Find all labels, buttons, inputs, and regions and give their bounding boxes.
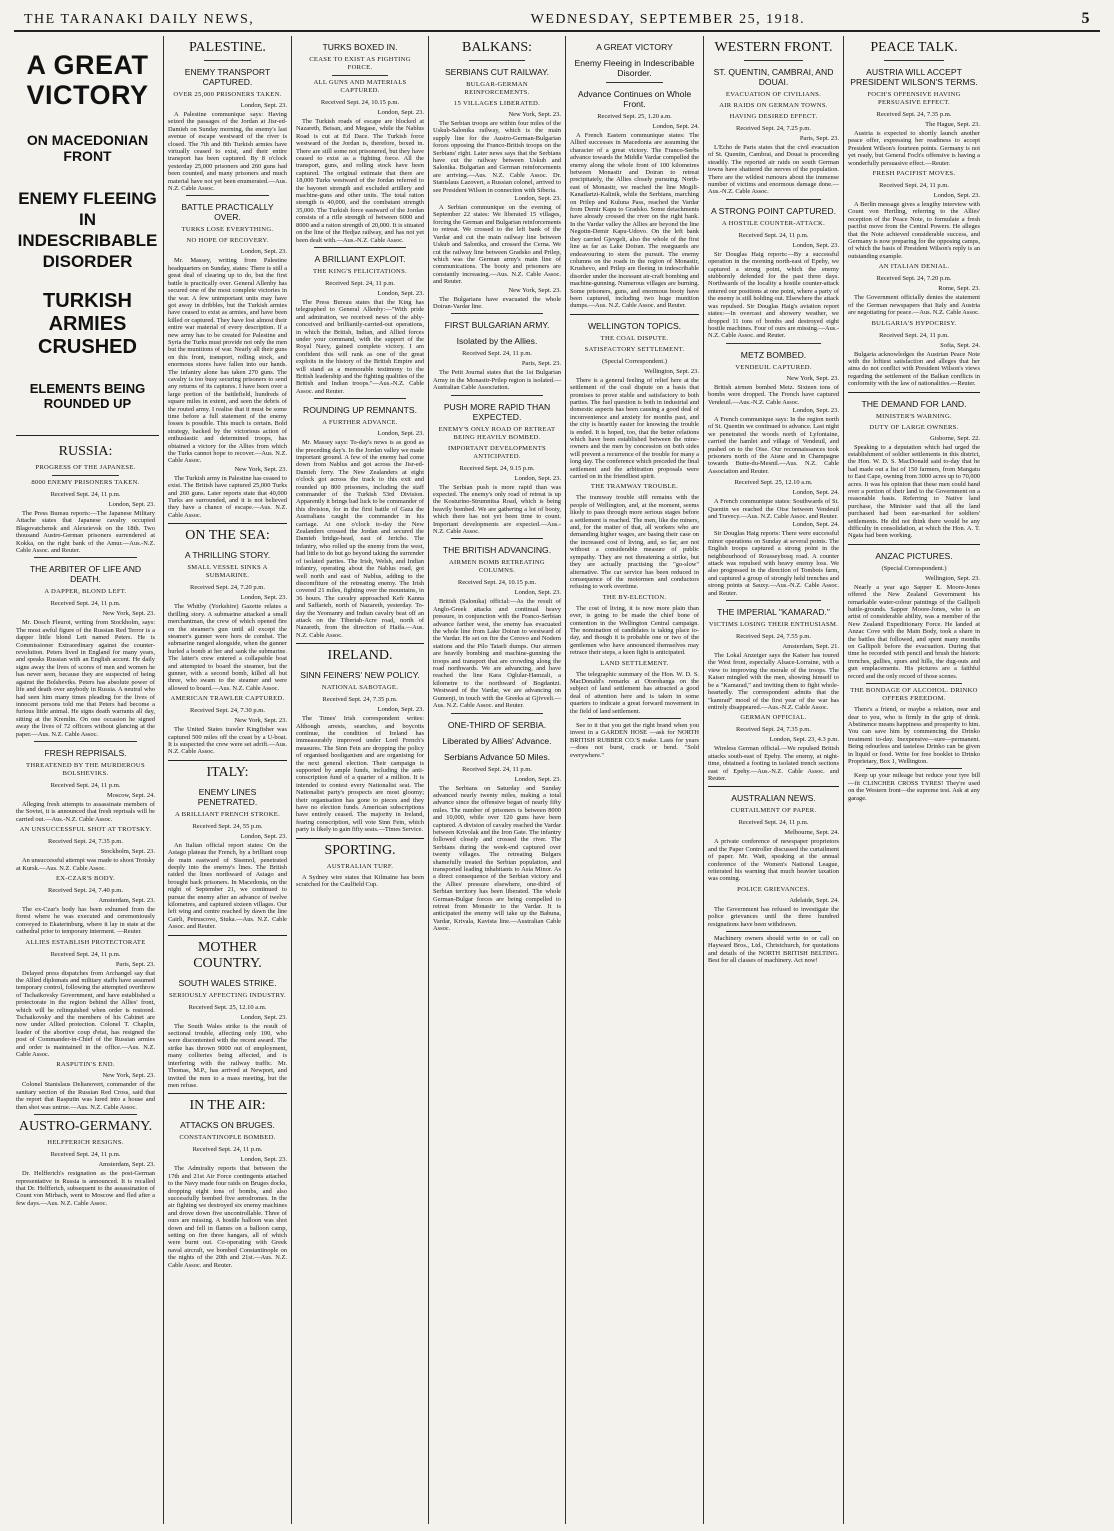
correspondent: (Special Correspondent.)	[881, 564, 947, 572]
heading-battle-over: BATTLE PRACTICALLY OVER.	[181, 202, 274, 223]
article-text: Speaking to a deputation which had urged the establishment of soldier settlements in this district, the Hon. W. D. S. MacDonald said to-day that he had made out a list of 150 farmers, from Mangatu to East Cape, owning from 3000 acres up to 70,000 acres. It was his opinion that these men could hand over a portion of their land to the Government on a reasonable basis. Referring to Native land purchase, the Minister said that all the land purchased had been ear-marked for soldiers' settlements. He did not think there would be any difficulty in consolidation, at which the Hon. A. T. Ngata had been working.	[848, 443, 980, 540]
received-time: Received Sept. 24, 11 p.m.	[50, 1151, 121, 1159]
received-time: Received Sept. 24, 11 p.m.	[738, 231, 809, 239]
article-text: The ex-Czar's body has been exhumed from the forest where he was executed and ceremoniously conveyed to Ekaterinburg, where it lay in state at the cathedral prior to temporary interment. —Reuter.	[16, 905, 155, 936]
column-7	[844, 36, 984, 1524]
advertisement-drinko: There's a friend, or maybe a relation, near and dear to you, who is firmly in the grip of drink. Abstinence means happiness and prosperity to him. You can save him by commencing the Drinko treatment to-day. Inexpensive—sure—permanent. Being odourless and tasteless Drinko can be given in liquid or food. Write for free booklet to Drinko Proprietary, Box 1, Wellington.	[848, 706, 980, 765]
subhead-villages: 15 VILLAGES LIBERATED.	[453, 100, 541, 107]
banner-enemy-fleeing: ENEMY FLEEING IN INDESCRIBABLE DISORDER	[17, 189, 158, 271]
received-time: Received Sept. 24, 7.20 p.m.	[876, 275, 952, 283]
advertisement-tyres: Keep up your mileage but reduce your tyre bill—fit CLINCHER CROSS TYRES! They're used on the Western front—the supreme test. Ask at any garage.	[848, 772, 980, 802]
heading-turks-boxed: TURKS BOXED IN.	[322, 42, 398, 52]
subhead-settlement: SATISFACTORY SETTLEMENT.	[584, 345, 685, 353]
subhead-kings-felicitations: THE KING'S FELICITATIONS.	[312, 267, 408, 275]
heading-kamarad: THE IMPERIAL "KAMARAD."	[717, 607, 830, 618]
subhead-prisoners: 8000 ENEMY PRISONERS TAKEN.	[31, 479, 140, 486]
article-text: The Serbian troops are within four miles of the Uskub-Salonika railway, which is the main supply line for the Austro-German-Bulgarian forces opposing the Franco-British troops on the Serbians' right. Later news says that the Serbians have cut the railway between Uskub and Salonika. Bulgarian and German reinforcements are arriving.—Aus. N.Z. Cable Assoc. Dr. Stanislaus Lazovert, a Russian colonel, arrived to see President Wilson in connection with Siberia.	[433, 120, 561, 194]
subhead-wales-strike: SOUTH WALES STRIKE.	[178, 977, 277, 988]
received-time: Received Sept. 24, 11 p.m.	[879, 331, 949, 339]
subhead-french-stroke: A BRILLIANT FRENCH STROKE.	[174, 810, 281, 818]
article-text: The Serbians on Saturday and Sunday advanced nearly twenty miles, making a total advance since the offensive began of nearly fifty miles. The number of prisoners is between 8000 and 10,000, while over 120 guns have been captured. A division of cavalry reached the Vardar between Krivolak and the Iron Gate. The infantry followed closely and crossed the river. The Serbians during the week-end captured over twenty villages. The retreating Bulgars shamefully treated the Serbian population, and transported leading inhabitants to Asia Minor. As a direct consequence of the Serbian victory and the Allies' pressure elsewhere, one-third of Serbian territory has been liberated. The whole German-Bulgar forces are being compelled to retreat from Monastir to the Vardar. It is anticipated the enemy will take up the Babuna, Vardar, Krivala, Kavista line.—Australian Cable Assoc.	[433, 784, 561, 933]
subhead-industry: SERIOUSLY AFFECTING INDUSTRY.	[168, 991, 287, 999]
article-text: Mr. Massey, writing from Palestine headquarters on Sunday, states: There is still a great deal of clearing up to do, but the first battle is practically over. General Allenby has secured one of the most complete victories in the war. A few unimportant units may have got away in dribbles, but the Turkish armies have ceased to exist as armies, and have been killed or captured. They have lost almost their entire war material of every description. If a new army has to be created for Palestine and Syria the Turks must provide not only the men but the munitions of war. Nearly all their guns on this front, transport, rolling stock, and enormous stores have fallen into our hands. The infantry alone has taken 270 guns. The cavalry is too busy securing prisoners to send any returns of its captures. I have been over a large portion of the battlefield, hundreds of square miles in extent, and seen the debris of the routed army. I realise that it must be some time before a full statement of the enemy losses is possible. This much is certain. Bold strategy, backed by the victorious action of enthusiastic and determined troops, has obtained a victory for the Allies from which the Turks cannot hope to recover.—Aus. N.Z. Cable Assoc.	[168, 257, 287, 465]
lower-section	[16, 440, 159, 1208]
heading-protectorate: ALLIES ESTABLISH PROTECTORATE	[25, 938, 146, 946]
divider	[726, 931, 821, 932]
subhead-bruges: ATTACKS ON BRUGES.	[180, 1120, 275, 1131]
heading-balkans: BALKANS:	[461, 40, 532, 55]
subhead-transport: ENEMY TRANSPORT CAPTURED.	[184, 67, 271, 87]
article-text: The Turkish army in Palestine has ceased to exist. The British have captured 25,000 Turks and 260 guns. Later reports state that 40,000 Turks are surrounded, and it is not believed they have a chance of escape.—Aus. N.Z. Cable Assoc.	[168, 474, 287, 519]
masthead-title: THE TARANAKI DAILY NEWS,	[24, 12, 255, 27]
heading-in-the-air: IN THE AIR:	[189, 1098, 266, 1114]
article-text: Sir Douglas Haig reports: There were successful minor operations on Sunday at several points. The English troops captured a strong point in the neighbourhood of Rousseybosq road. A counter attack was repulsed with heavy enemy loss. We also progressed in the direction of Tombois farm, and captured a group of strongly held trenches and strong points at Sauxy.—Aus.-N.Z. Cable Assoc. and Reuter.	[708, 530, 839, 597]
article-text: A Serbian communique on the evening of September 22 states: We liberated 15 villages, forcing the German and Bulgarian reinforcements to retreat. We crossed to the left bank of the Vardar and cut the main railway line between Uskub and Salonika, and crossed the Cerna. We cut the railway line between Gradsko and Prilep, which was the German army's main line of communications. The booty and prisoners are constantly increasing.—Aus. N.Z. Cable Assoc. and Reuter.	[433, 204, 561, 286]
heading-sporting: SPORTING.	[324, 842, 396, 858]
heading-fresh-reprisals: FRESH REPRISALS.	[44, 747, 127, 758]
article-text: An Italian official report states: On the Asiago plateau the French, by a brilliant coup de main eastward of Sisemol, penetrated deeply into the enemy's lines. The British raided the lines northward of Asiago and brought back prisoners. In Macedonia, on the night of September 21, we continued to pursue the enemy after an advance of twelve kilometres, and captured sixteen villages. Our left wing and centre reached by dawn the line Cairli, Petruscovo, Stuka.—Aus. N.Z. Cable Assoc. and Reuter.	[168, 841, 287, 931]
subhead-victims: VICTIMS LOSING THEIR ENTHUSIASM.	[708, 621, 839, 629]
divider	[726, 343, 821, 344]
article-text: Mr. Dosch Fleurot, writing from Stockholm, says: The most awful figure of the Russian Red Terror is a dapper little blond Lett named Peters. He is Commissioner Extraordinary against the counter-revolution. Peters lived in England for many years, and speaks Russian with an English accent. He daily signs away the lives of scores of men and women he has never seen, because they are suspected of being against the Bolsheviks. Peters has absolute power of life and death over anybody in Russia. A neutral who had seen him many times pleading for the lives of innocent persons told me that Peters had become a furious little animal. He signs death warrants all day, sitting at the Kremlin. On one occasion he signed away the lives of 72 officers without glancing at the paper.—Aus. N.Z. Cable Assoc.	[16, 619, 155, 738]
heading-anzac-pictures: ANZAC PICTURES.	[875, 550, 953, 561]
article-text: The tramway trouble still remains with the people of Wellington, and, at the moment, seems likely to pass through more serious stages before a settlement is reached. The men, like the miners, and, for the matter of that, all workers who are demanding higher wages, are basing their case on the increased cost of living, and, so far, are not without a considerable measure of public sympathy. They are not threatening a strike, but they are actually practising the "go-slow" alternative. The car service has been reduced in consequence of the motormen and conductors refusing to work overtime.	[570, 494, 699, 591]
divider	[606, 82, 663, 83]
subhead-isolated: Isolated by the Allies.	[456, 336, 538, 347]
dateline: Stockholm, Sept. 23.	[100, 848, 155, 856]
dateline: New York, Sept. 23.	[234, 717, 287, 725]
subhead-constantinople: CONSTANTINOPLE BOMBED.	[179, 1134, 276, 1142]
divider	[708, 786, 839, 787]
article-text: The Lokal Anzeiger says the Kaiser has toured the West front, especially Alsace-Lorraine, with a view to improving the morale of the troops. The Kaiser mingled with the men, showing himself to be a "Kamarad," and inviting them to fight whole-heartedly. The correspondent admits that the "kamrad" mood of the first year of the war has entirely disappeared.—Aus.-N.Z. Cable Assoc.	[708, 652, 839, 711]
dateline: London, Sept. 23.	[514, 195, 561, 203]
divider	[726, 199, 821, 200]
heading-british-advancing: THE BRITISH ADVANCING.	[442, 545, 552, 556]
article-text: Nearly a year ago Sapper E. Moore-Jones offered the New Zealand Government his remarkable water-colour paintings of the Gallipoli battle-grounds. Sapper Moore-Jones, who is an artist of considerable ability, was a member of the New Zealand Expeditionary Force. He landed at Anzac Cove with the Main Body, took a share in the battles that followed, and spent many months on Gallipoli before the evacuation. During that time he recorded with pencil and brush the historic trenches, gullies, spurs and hills, the dug-outs and gun emplacements. His pictures are a faithful record and the only record of those scenes.	[848, 583, 980, 680]
divider	[52, 475, 119, 476]
dateline: London, Sept. 24.	[792, 521, 839, 529]
heading-great-victory: A GREAT VICTORY	[596, 42, 673, 52]
dateline: New York, Sept. 23.	[508, 111, 561, 118]
article-text: The Press Bureau states that the King has telegraphed to General Allenby:—"With pride and admiration, we received news of the ably-conceived and brilliantly-carried-out operations, in which the British, Indian, and Allied forces under your command, with the support of the Royal Navy, gained complete victory. I am confident this will rank as one of the great exploits in the history of the British Empire and will stand as a memorable testimony to the British leadership and the fighting qualities of the British and Indian troops."—Aus.-N.Z. Cable Assoc. and Reuter.	[296, 298, 424, 395]
received-time: Received Sept. 24, 11 p.m.	[192, 1146, 263, 1154]
divider	[451, 538, 543, 539]
heading-ex-czar: EX-CZAR'S BODY.	[55, 874, 116, 882]
article-text: There is a general feeling of relief here at the settlement of the coal dispute on a basis that promises to prove stable and satisfactory to both parties. The fuel question is both in industrial and domestic aspects has been causing a good deal of inconvenience and anxiety for months past, and the city is heartily easier for knowing the trouble is ended. It is hoped, too, that the better relations which have been established between the mine-owners and the men by concession on both sides will prevent a recurrence of the trouble for many a long day. The conference which preceded the final settlement and the arbitration proposals were carried on in the friendliest spirit.	[570, 376, 699, 481]
received-time: Received Sept. 24, 11 p.m.	[50, 600, 121, 608]
received-time: Received Sept. 24, 9.15 p.m.	[459, 464, 535, 472]
heading-australian-news: AUSTRALIAN NEWS.	[731, 793, 816, 804]
heading-shot-trotsky: AN UNSUCCESSFUL SHOT AT TROTSKY.	[19, 826, 152, 834]
dateline: New York, Sept. 23.	[102, 610, 155, 618]
dateline: London, Sept. 23.	[240, 1013, 287, 1021]
newspaper-columns	[14, 36, 1100, 1524]
dateline: London, Sept. 23, 4.3 p.m.	[769, 736, 839, 744]
dateline: London, Sept. 23.	[377, 706, 424, 714]
dateline: Paris, Sept. 23.	[799, 135, 839, 142]
heading-arbiter: THE ARBITER OF LIFE AND DEATH.	[29, 564, 142, 585]
subhead-air-raids: AIR RAIDS ON GERMAN TOWNS.	[719, 102, 828, 109]
banner-turkish-armies: TURKISH ARMIES CRUSHED	[38, 290, 137, 358]
article-text: The cost of living, it is now more plain than ever, is going to be made the chief bone of contention in the Wellington Central campaign. The nomination of candidates is taking place to-day, and though it is probable one or two of the gentlemen who have announced themselves may retrace their steps, a keen fight is anticipated.	[570, 604, 699, 657]
subhead-fifty-miles: Serbians Advance 50 Miles.	[443, 751, 551, 762]
received-time: Received Sept. 24, 7.35 p.m.	[876, 111, 952, 118]
received-time: Received Sept. 25, 12.10 a.m.	[734, 479, 813, 487]
subhead-reinforcements: BULGAR-GERMAN REINFORCEMENTS.	[464, 81, 530, 96]
article-text: A private conference of newspaper proprietors and the Paper Controller discussed the curtailment of paper. Mr. Watt, speaking at the annual conference of the Women's National League, reiterated his warning that much heavier taxation was coming.	[708, 838, 839, 883]
dateline: Gisborne, Sept. 22.	[929, 434, 980, 442]
subhead-desired-effect: HAVING DESIRED EFFECT.	[729, 113, 818, 120]
heading-peace-talk: PEACE TALK.	[870, 40, 958, 55]
heading-brilliant-exploit: A BRILLIANT EXPLOIT.	[314, 253, 406, 264]
article-text: The United States trawler Kingfisher was captured 500 miles off the coast by a U-boat. It is suspected the crew were set adrift.—Aus. N.Z. Cable Assoc.	[168, 726, 287, 756]
advertisement-belting: Machinery owners should write to or call on Hayward Bros., Ltd., Christchurch, for quotations and details of the NORTH BRITISH BELTING. Best for all classes of machinery. Act now!	[708, 935, 839, 965]
article-text: A French Eastern communique states: The Allied successes in Macedonia are assuming the character of a great victory. The Franco-Serbs advance towards the Middle Vardar compelled the enemy along the whole front of 100 kilometres between Monastir and Doiran to retreat precipitately, the Allies closely pursuing. North-east of Monastir, we reached the line Mogili-Kanatlartzi-Kalinik, while the Serbians, marching on Prilep and Kuluna Pass, reached the Vardar from Demir Kapu to Gradsko. Some detachments have already crossed the river on the right bank. In the Vardar valley the Allies are beyond the line Negotin-Demir Kapu-Udovo. On the left bank they carried Gjevgeli, also the whole of the first line as far as Lake Doiran. The rearguards are endeavouring to stem the pursuit. The enemy columns on the roads in the region of Monastir, Krushevo, and Prilep are fleeing in indescribable disorder under the incessant air-craft bombing and machine-gunning. Numerous villages are burning. Some prisoners, guns, and enormous booty have been captured, including two huge munition dumps.—Aus. N.Z. Cable Assoc. and Reuter.	[570, 132, 699, 310]
dateline: London, Sept. 24.	[652, 123, 699, 130]
subhead-airmen-bomb: AIRMEN BOMB RETREATING COLUMNS.	[449, 559, 545, 575]
dateline: Amsterdam, Sept. 21.	[782, 643, 839, 651]
article-text: The Admiralty reports that between the 17th and 21st Air Force contingents attached to the Navy made four raids on Bruges docks, dropping eight tons of bombs, and also successfully bombed five aerodromes. In the air fighting we destroyed six enemy machines and drove down five uncontrollable. Three of ours are missing. A hostile balloon was shot down and fell in flames on a balloon camp, setting on fire three hangars, all of which were burnt out. Co-operating with Greek naval aircraft, we bombed Constantinople on the nights of the 20th and 21st.—Aus. N.Z. Cable Assoc. and Reuter.	[168, 1165, 287, 1269]
received-time: Received Sept. 24, 7.20 p.m.	[190, 584, 265, 592]
dateline: London, Sept. 23.	[240, 594, 287, 602]
dateline: London, Sept. 23.	[514, 474, 561, 482]
article-text: Dr. Helfferich's resignation as the post-German representative in Russia is announced. It is recalled that Dr. Helfferich, subsequent to the assassination of Count von Mirbach, went to Moscow and fled after a few days.—Aus. N.Z. Cable Assoc.	[16, 1170, 155, 1207]
divider	[204, 60, 251, 61]
subhead-large-owners: DUTY OF LARGE OWNERS.	[869, 423, 959, 431]
divider	[34, 741, 137, 742]
divider	[866, 683, 962, 684]
subhead-submarine: SMALL VESSEL SINKS A SUBMARINE.	[187, 564, 268, 580]
subhead-german-official: GERMAN OFFICIAL.	[740, 714, 807, 722]
page-number: 5	[1081, 10, 1090, 27]
article-text: Bulgaria acknowledges the Austrian Peace Note with the loftiest satisfaction and alleges that her aims do not conflict with President Wilson's views regarding the settlement of the Balkan conflicts in conformity with the law of nationalities.—Reuter.	[848, 350, 980, 388]
article-text: Sir Douglas Haig reports:—By a successful operation in the morning north-east of Epehy, we captured a strong point, which the enemy stubbornly defended for the past three days. Northwards of the locality a hostile counter-attack entered our positions at one point, where a party of the enemy is still holding out. Elsewhere the attack was repulsed. Sir Douglas Haig's aviation report states:—In overcast and showery weather, we dropped 11 tons of bombs and destroyed eight hostile machines. Four of ours are missing.—Aus.-N.Z. Cable Assoc. and Reuter.	[708, 250, 839, 340]
received-time: Received Sept. 25, 1.20 a.m.	[597, 113, 672, 120]
subhead-by-election: THE BY-ELECTION.	[602, 593, 667, 601]
subhead-warning: MINISTER'S WARNING.	[875, 412, 952, 420]
heading-metz-bombed: METZ BOMBED.	[740, 349, 807, 360]
subhead-turks-lose: TURKS LOSE EVERYTHING.	[181, 226, 274, 234]
received-time: Received Sept. 24, 7.25 p.m.	[736, 125, 811, 132]
subhead-australian-turf: AUSTRALIAN TURF.	[326, 862, 394, 870]
subhead-tramway: THE TRAMWAY TROUBLE.	[590, 483, 679, 491]
divider	[570, 314, 699, 315]
correspondent: (Special Correspondent.)	[602, 357, 667, 365]
sub-column-russia	[16, 440, 159, 1208]
dateline: Amsterdam, Sept. 23.	[98, 1161, 155, 1169]
subhead-police: POLICE GRIEVANCES.	[737, 885, 810, 893]
heading-bondage: THE BONDAGE OF ALCOHOL. DRINKO OFFERS FREEDOM.	[850, 687, 978, 703]
dateline: Wellington, Sept. 23.	[644, 367, 699, 375]
dateline: Amsterdam, Sept. 23.	[98, 896, 155, 904]
article-text: Alleging fresh attempts to assassinate members of the Soviet, it is announced that fresh reprisals will be carried out.—Aus.-N.Z. Cable Assoc.	[16, 800, 155, 823]
dateline: New York, Sept. 23.	[508, 286, 561, 294]
divider	[451, 395, 543, 396]
dateline: New York, Sept. 23.	[234, 465, 287, 473]
article-text: The Bulgarians have evacuated the whole Doiran-Vardar line.	[433, 295, 561, 310]
article-text: The South Wales strike is the result of sectional trouble, affecting only 100, who were discontented with the recent award. The strike has thrown 9000 out of employment, many collieries being affected, and is interfering with the railway traffic. Mr. Thomas, M.P., has arrived at Newport, and invited the men to a mass meeting, but the men refuse.	[168, 1022, 287, 1089]
article-text: The Government has refused to investigate the police grievances until the three hundred resignations have been withdrawn.	[708, 905, 839, 928]
heading-rounding-up: ROUNDING UP REMNANTS.	[303, 405, 417, 416]
divider	[726, 600, 821, 601]
subhead-land-settlement: LAND SETTLEMENT.	[600, 659, 669, 667]
heading-one-third-serbia: ONE-THIRD OF SERBIA.	[447, 719, 547, 730]
subhead-developments: IMPORTANT DEVELOPMENTS ANTICIPATED.	[447, 444, 547, 460]
subhead-prisoners: OVER 25,000 PRISONERS TAKEN.	[173, 91, 282, 98]
dateline: Wellington, Sept. 23.	[925, 574, 980, 582]
subhead-foch: FOCH'S OFFENSIVE HAVING PERSUASIVE EFFECT.	[867, 91, 961, 106]
banner-great-victory: A GREAT VICTORY	[26, 50, 149, 110]
article-text: The Whitby (Yorkshire) Gazette relates a thrilling story. A submarine attacked a small merchantman, the crew of which opened fire on the steamer's gun until all except the steamer's gunner were hors de combat. The submarine ranged alongside, when the gunner hurled a bomb at her and sank the submarine. The latter's crew entered a collapsible boat and attempted to board the steamer, but the gunner, with a second bomb, killed all but three, who swam to the steamer and were allowed to board.—Aus. N.Z. Cable Assoc.	[168, 603, 287, 692]
heading-demand-land: THE DEMAND FOR LAND.	[861, 398, 967, 409]
article-text: A Palestine communique says: Having seized the passages of the Jordan at Jisr-ed-Damieh on Sunday morning, the enemy's last avenue of escape westward of the river is closed. The 7th and 8th Turkish armies have virtually ceased to exist, and their entire transport has been captured. By 8 o'clock yesterday 25,000 prisoners and 260 guns had been counted, and many prisoners and much material have not yet been enumerated.—Aus. N.Z. Cable Assoc.	[168, 111, 287, 193]
dateline: London, Sept. 23.	[377, 109, 424, 116]
divider	[451, 713, 543, 714]
divider	[451, 313, 543, 314]
subhead-blond-lett: A DAPPER, BLOND LEFT.	[44, 588, 127, 596]
received-time: Received Sept. 24, 11 p.m.	[50, 491, 121, 498]
received-time: Received Sept. 24, 10.15 p.m.	[457, 579, 537, 587]
received-time: Received Sept. 24, 11 p.m.	[50, 950, 121, 958]
masthead	[14, 6, 1100, 32]
dateline: Rome, Sept. 23.	[938, 285, 980, 293]
dateline: Adelaide, Sept. 24.	[789, 896, 839, 904]
received-time: Received Sept. 24, 7.35 p.m.	[322, 696, 398, 704]
subhead-indescribable: Enemy Fleeing in Indescribable Disorder.	[574, 58, 695, 78]
divider	[314, 247, 406, 248]
dateline: London, Sept. 23.	[792, 406, 839, 414]
dateline: Paris, Sept. 23.	[115, 960, 155, 968]
subhead-austria-accept: AUSTRIA WILL ACCEPT PRESIDENT WILSON'S TERMS.	[850, 67, 978, 87]
subhead-evacuation: EVACUATION OF CIVILIANS.	[725, 91, 822, 98]
received-time: Received Sept. 24, 7.35 p.m.	[48, 838, 123, 846]
dateline: The Hague, Sept. 23.	[925, 121, 980, 128]
divider	[588, 718, 681, 719]
article-text: British airmen bombed Metz. Sixteen tons of bombs were dropped. The French have captured Vendeuil.—Aus.-N.Z. Cable Assoc.	[708, 383, 839, 406]
dateline: Melbourne, Sept. 24.	[784, 829, 839, 837]
heading-wellington-topics: WELLINGTON TOPICS.	[587, 320, 682, 331]
heading-italy: ITALY:	[206, 764, 249, 780]
dateline: New York, Sept. 23.	[786, 374, 839, 382]
subhead-bolsheviks: THREATENED BY THE MURDEROUS BOLSHEVIKS.	[26, 761, 145, 777]
received-time: Received Sept. 24, 11 p.m.	[50, 781, 121, 789]
article-text: The Government officially denies the statement of the German newspapers that Italy and Austria are negotiating for peace.—Aus. N.Z. Cable Assoc.	[848, 294, 980, 317]
subhead-counter-attack: A HOSTILE COUNTER-ATTACK.	[721, 219, 826, 227]
banner-elements-rounded-up: ELEMENTS BEING ROUNDED UP	[29, 381, 146, 411]
article-text: An unsuccessful attempt was made to shoot Trotsky at Kursk.—Aus. N.Z. Cable Assoc.	[16, 857, 155, 872]
received-time: Received Sept. 24, 11 p.m.	[325, 279, 395, 287]
heading-ireland: IRELAND.	[327, 648, 393, 664]
heading-austro-germany: AUSTRO-GERMANY.	[18, 1119, 153, 1135]
received-time: Received Sept. 24, 11 p.m.	[879, 182, 949, 190]
heading-trawler: AMERICAN TRAWLER CAPTURED.	[170, 695, 285, 703]
divider	[314, 398, 406, 399]
divider	[168, 523, 287, 524]
column-6	[704, 36, 844, 1524]
heading-palestine: PALESTINE.	[189, 40, 266, 55]
subhead-liberated: Liberated by Allies' Advance.	[442, 735, 552, 746]
divider	[168, 935, 287, 936]
divider	[34, 557, 137, 558]
dateline: London, Sept. 23.	[792, 241, 839, 249]
dateline: London, Sept. 23.	[377, 289, 424, 297]
dateline: London, Sept. 23.	[240, 248, 287, 256]
dateline: London, Sept. 24.	[792, 489, 839, 497]
column-5	[566, 36, 704, 1524]
divider	[168, 760, 287, 761]
dateline: Sofia, Sept. 24.	[940, 341, 980, 349]
article-text: The Petit Journal states that the 1st Bulgarian Army in the Monastir-Prilep region is isolated.—Australian Cable Association.	[433, 369, 561, 392]
received-time: Received Sept. 24, 7.55 p.m.	[736, 633, 811, 641]
banner-macedonian-front: ON MACEDONIAN FRONT	[26, 132, 149, 164]
received-time: Received Sept. 24, 11 p.m.	[738, 819, 809, 827]
heading-push-rapid: PUSH MORE RAPID THAN EXPECTED.	[443, 401, 551, 422]
subhead-thrilling: A THRILLING STORY.	[184, 550, 271, 561]
dateline: Paris, Sept. 23.	[521, 360, 561, 368]
dateline: Moscow, Sept. 24.	[106, 791, 155, 799]
divider	[296, 643, 424, 644]
article-text: A Sydney wire states that Kilmaine has been scratched for the Caulfield Cup.	[296, 873, 424, 889]
subhead-sabotage: NATIONAL SABOTAGE.	[321, 684, 399, 692]
subhead-italian-denial: AN ITALIAN DENIAL.	[878, 263, 950, 271]
divider	[744, 60, 803, 61]
dateline: London, Sept. 23.	[240, 102, 287, 109]
subhead-coal-dispute: THE COAL DISPUTE.	[600, 334, 669, 342]
heading-mother-country: MOTHER COUNTRY.	[193, 939, 262, 971]
dateline: London, Sept. 23.	[108, 501, 155, 508]
heading-first-bulgarian: FIRST BULGARIAN ARMY.	[444, 320, 550, 331]
divider	[296, 838, 424, 839]
divider	[469, 60, 525, 61]
column-2	[164, 36, 292, 1524]
dateline: London, Sept. 23.	[377, 430, 424, 438]
dateline: London, Sept. 23.	[514, 775, 561, 783]
divider	[848, 544, 980, 545]
heading-on-the-sea: ON THE SEA:	[185, 528, 270, 544]
subhead-st-quentin: ST. QUENTIN, CAMBRAI, AND DOUAI.	[713, 67, 834, 87]
article-text: The Turkish roads of escape are blocked at Nazareth, Beisan, and Megase, while the Nablus Road is cut at Ed Dace. The Turkish force westward of the Jordan is, therefore, boxed in. There are still some not prisonered, but they have ceased to exist as a fighting force. All the transport, guns, and rolling stock have been captured. The original estimate that there are 18,000 Turks westward of the Jordan referred to the bayonet strength and excluded artillery and machine-guns and other units. The total ration strength is 40,000, and the combatant strength 35,000. The Turkish force eastward of the Jordan consists of a rifle strength of between 6000 and 8000 and a ration strength of 20,000. It is situated on the line of the Hedjaz railway, and has not yet been dealt with.—Aus.-N.Z. Cable Assoc.	[296, 118, 424, 244]
dateline: London, Sept. 23.	[514, 589, 561, 597]
divider	[34, 1114, 137, 1115]
heading-rasputin: RASPUTIN'S END.	[56, 1061, 115, 1069]
advertisement-hose: See to it that you get the right brand when you invest in a GARDEN HOSE —ask for NORTH BRITISH RUBBER CO.'S make. Lasts for years—does not burst, crack or bend. "Sold everywhere."	[570, 722, 699, 759]
received-time: Received Sept. 24, 7.30 p.m.	[190, 707, 265, 715]
subhead-japanese: PROGRESS OF THE JAPANESE.	[35, 464, 136, 471]
article-text: A French communique states: Southwards of St. Quentin we reached the Oise between Vendeuil and Travecy.—Aus. N.Z. Cable Assoc. and Reuter.	[708, 498, 839, 520]
subhead-further-advance: A FURTHER ADVANCE.	[322, 419, 398, 427]
subhead-sinn-feiners: SINN FEINERS' NEW POLICY.	[300, 670, 420, 681]
received-time: Received Sept. 24, 11 p.m.	[462, 350, 532, 358]
article-text: Delayed press dispatches from Archangel say that the Allied diplomats and military staffs have assumed temporary control, following the attempted overthrow of Tschaikovsky Government, and have established a protectorate in the region behind the Allies' front, which will be relinquished when order is restored. Tschaikovsky and the members of his Cabinet are now under Allied protection. Colonel T. Chaplin, leader of the abortive coup d'etat, has resigned the post of Commander-in-Chief of the Russian armies and order is maintained in the office.—Aus. N.Z. Cable Assoc.	[16, 969, 155, 1059]
received-time: Received Sept. 24, 10.15 p.m.	[320, 99, 400, 106]
subhead-paper: CURTAILMENT OF PAPER.	[730, 807, 817, 815]
received-time: Received Sept. 24, 55 p.m.	[192, 822, 263, 830]
subhead-bulgaria: BULGARIA'S HYPOCRISY.	[871, 319, 957, 327]
received-time: Received Sept. 24, 7.40 p.m.	[48, 886, 123, 894]
article-text: The telegraphic summary of the Hon. W. D. S. MacDonald's remarks at Otorohanga on the subject of land settlement has attracted a good deal of attention here and is taken in some quarters to indicate a great forward movement in the field of land settlement.	[570, 670, 699, 715]
article-text: Wireless German official.—We repulsed British attacks south-east of Epehy. The enemy, at night-time, obtained a footing in isolated trench sections east of Epehy.—Aus.-N.Z. Cable Assoc. and Reuter.	[708, 745, 839, 782]
subhead-fighting-force: CEASE TO EXIST AS FIGHTING FORCE.	[309, 56, 411, 71]
article-text: Mr. Massey says: To-day's news is as good as the preceding day's. In the Jordan valley we made important ground. A few of the enemy had come down from Nablus and got across the Jisr-ed-Damieh ferry. The New Zealanders at eight o'clock got across the track to this exit and rounded up 800 prisoners, including the staff commander of the Turkish 53rd Division. Apparently it brings bad luck to be commander of this division, for in the first battle of Gaza the Australians caught the commander in his carriage. At one o'clock to-day the New Zealanders crossed the Jordan and secured the Damieh bridge-head, east of Jericho. The infantry, who rolled up the enemy from the west, had little to do but go beyond taking the surrender of isolated parties. The Irish, Welsh, and Indian infantry, operating about the Nablus road, got well north and east of Nablus, adding to the discomfiture of the retreating enemy. The Irish covered 21 miles, fighting over the mountains, in 36 hours. The cavalry approached Kefr Kanna and Saffarieh, north of Nazareth, yesterday. To-day the Yeomanry and Indian cavalry beat off an attack on the Tiberiah-Acre road, north of Nazareth, from the direction of Haifa.—Aus. N.Z. Cable Assoc.	[296, 439, 424, 639]
dateline: London, Sept. 23.	[240, 832, 287, 840]
divider	[866, 768, 962, 769]
article-text: A French communique says: In the region north of St. Quentin we continued to advance. Last night we penetrated the woods north of Lyfontaine, carried the hamlet and village of Vendeuil, and pushed on to the Oise. Our reconnaissances took prisoners north of the Aisne and in Champagne towards Butte-du-Mesnil.—Aus. N.Z. Cable Association and Reuter.	[708, 415, 839, 475]
column-4	[429, 36, 566, 1524]
article-text: The Times' Irish correspondent writes: Although arrests, searches, and boycotts continue, the condition of Ireland has immeasurably improved under Lord French's measures. The Sinn Fein are dropping the policy of organised hooliganism and are organising for the next general election. Their campaign is supported by ample funds, including the anti-conscription fund of a quarter of a million. It is intended to contest every Nationalist seat. The Nationalist party's prospects are most gloomy; their organisation has gone to pieces and they have no election funds. American subscriptions have entirely ceased. The majority in Ireland, fearing conscription, will vote Sinn Fein, which party is likely to gain fifty seats.—Times Service.	[296, 715, 424, 834]
article-text: L'Echo de Paris states that the civil evacuation of St. Quentin, Cambrai, and Douai is proceeding steadily. The reported air raids on south German towns have shattered the nerves of the population. There are the wildest rumours about the immense number of victims and enormous damage done.—Aus.-N.Z. Cable Assoc.	[708, 144, 839, 196]
divider	[168, 1093, 287, 1094]
subhead-lines-penetrated: ENEMY LINES PENETRATED.	[197, 786, 258, 807]
divider	[848, 392, 980, 393]
subhead-road-bombed: ENEMY'S ONLY ROAD OF RETREAT BEING HEAVILY BOMBED.	[438, 425, 556, 441]
subhead-whole-front: Advance Continues on Whole Front.	[577, 89, 692, 109]
received-time: Received Sept. 25, 12.10 a.m.	[188, 1003, 267, 1011]
heading-western-front: WESTERN FRONT.	[714, 40, 833, 55]
subhead-guns-captured: ALL GUNS AND MATERIALS CAPTURED.	[313, 79, 407, 94]
masthead-date: WEDNESDAY, SEPTEMBER 25, 1918.	[530, 12, 806, 27]
heading-russia: RUSSIA:	[58, 444, 113, 459]
subhead-vendeuil: VENDEUIL CAPTURED.	[735, 363, 812, 371]
subhead-helfferich: HELFFERICH RESIGNS.	[47, 1139, 124, 1147]
received-time: Received Sept. 24, 11 p.m.	[462, 765, 532, 773]
subhead-pacifist: FRESH PACIFIST MOVES.	[872, 170, 956, 178]
dateline: New York, Sept. 23.	[102, 1072, 155, 1080]
subhead-no-hope: NO HOPE OF RECOVERY.	[186, 237, 269, 245]
article-text: The Press Bureau reports:—The Japanese Military Attache states that Japanese cavalry occupied Blagovatchensk and Alexeievsk on the 18th. Two thousand Austro-German prisoners surrendered at Kokka, on the right bank of the Amur.—Aus.-N.Z. Cable Assoc. and Reuter.	[16, 510, 155, 555]
article-text: The Serbian push is more rapid than was expected. The enemy's only road of retreat is up the Kosturino-Strumnitsa Road, which is being heavily bombed. We are gathering a lot of booty, which there has not yet been time to count. Important developments are expected.—Aus.-N.Z. Cable Assoc.	[433, 483, 561, 535]
article-text: A Berlin message gives a lengthy interview with Count von Hertling, referring to the Allies' reception of the Peace Note, to formulate a fresh pacifist move from the Central Powers. He alleges that the Note achieved considerable success, and Germany is now preparing for the opposing camps, of which the basis of President Wilson's reply is an outstanding example.	[848, 201, 980, 260]
column-1	[14, 36, 164, 1524]
subhead-railway: SERBIANS CUT RAILWAY.	[444, 67, 550, 77]
article-text: British (Salonika) official:—As the result of Anglo-Greek attacks and continual heavy pressure, in conjunction with the Franco-Serbian advance farther west, the enemy has evacuated the whole line from Lake Doiran to westward of the Vardar. He set on fire the Cerovo and Nodern stations and the Pilo Tatarli dumps. Our airmen are heavily bombing and machine-gunning the troops and transport that are crowding along the road northwards. We are advancing, and have reached the line Kara Oglular-Hamzali, a kilometre to the northward of Bogdantzi. Westward of the Vardar, we are advancing on Gumenji, in touch with the Greeks at Gjivveli.—Aus. N.Z. Cable Assoc. and Reuter.	[433, 598, 561, 710]
dateline: London, Sept. 23.	[240, 1156, 287, 1164]
divider	[16, 435, 159, 436]
divider	[884, 60, 944, 61]
divider	[332, 75, 388, 76]
heading-strong-point: A STRONG POINT CAPTURED.	[711, 205, 836, 216]
dateline: London, Sept. 23.	[933, 192, 980, 200]
article-text: Austria is expected to shortly launch another peace offer, expressing her readiness to accept President Wilson's fourteen points. Germany is not yet ready, but General Foch's offensive is having a wonderfully persuasive effect.—Reuter.	[848, 130, 980, 167]
divider	[186, 195, 269, 196]
column-3	[292, 36, 429, 1524]
received-time: Received Sept. 24, 7.35 p.m.	[736, 726, 811, 734]
article-text: Colonel Stanislaus Deltanovert, commander of the sanitary section of the Russian Red Cross, said that the report that Rasputin was lured into a house and then shot was untrue.—Aus. N.Z. Cable Assoc.	[16, 1081, 155, 1111]
